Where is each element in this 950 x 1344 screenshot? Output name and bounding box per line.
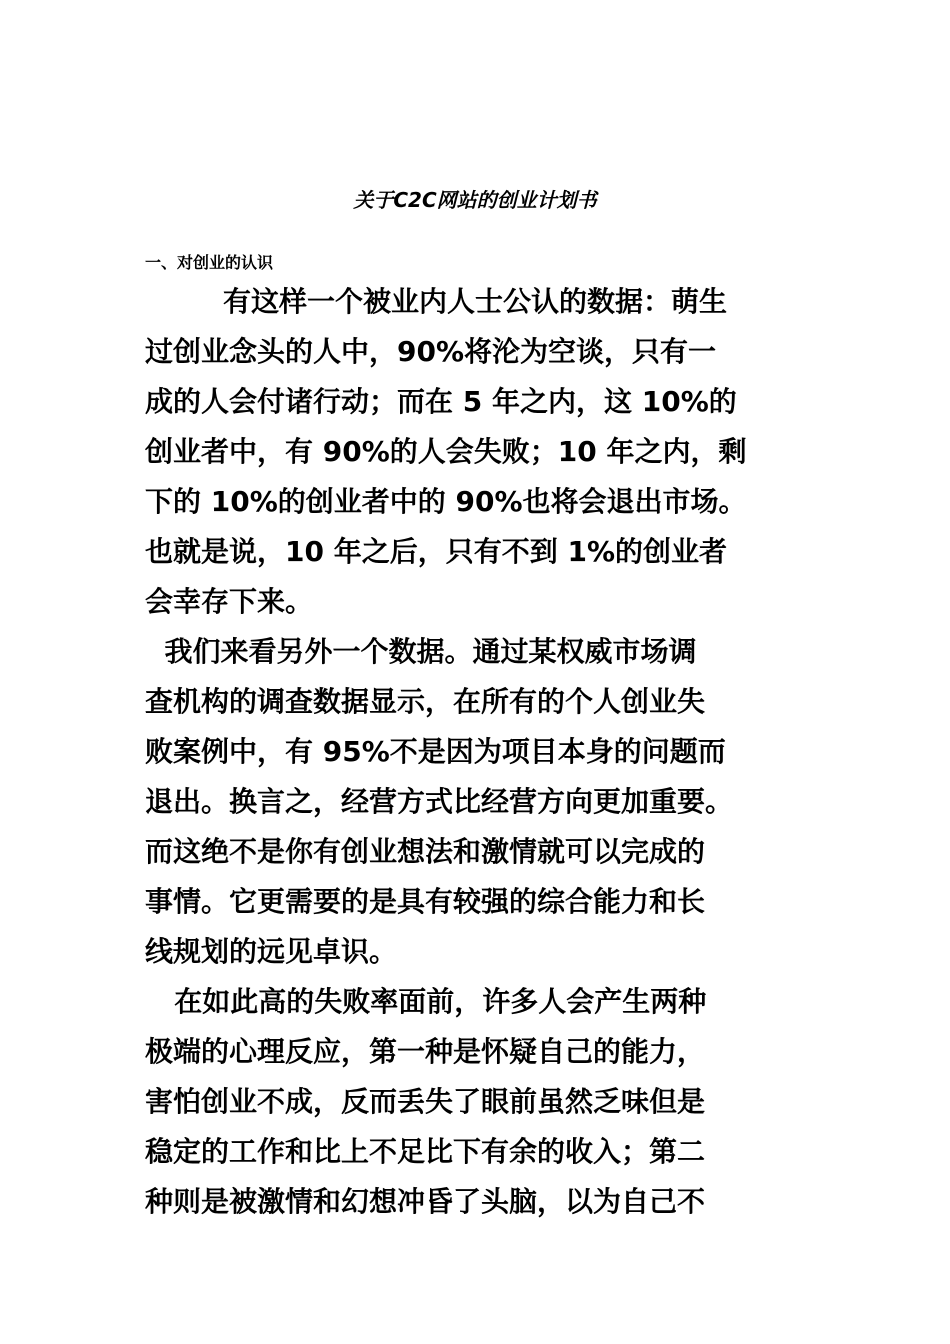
paragraph-line: 会幸存下来。 xyxy=(145,585,314,618)
paragraph-line: 而这绝不是你有创业想法和激情就可以完成的 xyxy=(145,835,706,868)
paragraph-line: 极端的心理反应，第一种是怀疑自己的能力， xyxy=(145,1035,706,1068)
paragraph-2 xyxy=(145,627,810,977)
paragraph-line: 事情。它更需要的是具有较强的综合能力和长 xyxy=(145,885,706,918)
paragraph-line: 败案例中，有 95%不是因为项目本身的问题而 xyxy=(145,735,726,768)
paragraph-line: 有这样一个被业内人士公认的数据：萌生 xyxy=(145,285,727,318)
paragraph-line: 也就是说，10 年之后，只有不到 1%的创业者 xyxy=(145,535,728,568)
paragraph-line: 下的 10%的创业者中的 90%也将会退出市场。 xyxy=(145,485,747,518)
section-heading: 一、对创业的认识 xyxy=(145,253,274,272)
paragraph-line: 成的人会付诸行动；而在 5 年之内，这 10%的 xyxy=(145,385,737,418)
paragraph-line: 线规划的远见卓识。 xyxy=(145,935,398,968)
paragraph-line: 查机构的调查数据显示，在所有的个人创业失 xyxy=(145,685,706,718)
paragraph-line: 我们来看另外一个数据。通过某权威市场调 xyxy=(145,635,697,668)
paragraph-1 xyxy=(145,277,810,627)
paragraph-line: 稳定的工作和比上不足比下有余的收入；第二 xyxy=(145,1135,706,1168)
paragraph-line: 害怕创业不成，反而丢失了眼前虽然乏味但是 xyxy=(145,1085,706,1118)
paragraph-line: 在如此高的失败率面前，许多人会产生两种 xyxy=(145,985,707,1018)
paragraph-line: 过创业念头的人中，90%将沦为空谈，只有一 xyxy=(145,335,717,368)
document-title: 关于C2C网站的创业计划书 xyxy=(353,188,597,212)
paragraph-3 xyxy=(145,977,810,1227)
paragraph-line: 种则是被激情和幻想冲昏了头脑，以为自己不 xyxy=(145,1185,706,1218)
paragraph-line: 退出。换言之，经营方式比经营方向更加重要。 xyxy=(145,785,734,818)
paragraph-line: 创业者中，有 90%的人会失败；10 年之内，剩 xyxy=(145,435,747,468)
